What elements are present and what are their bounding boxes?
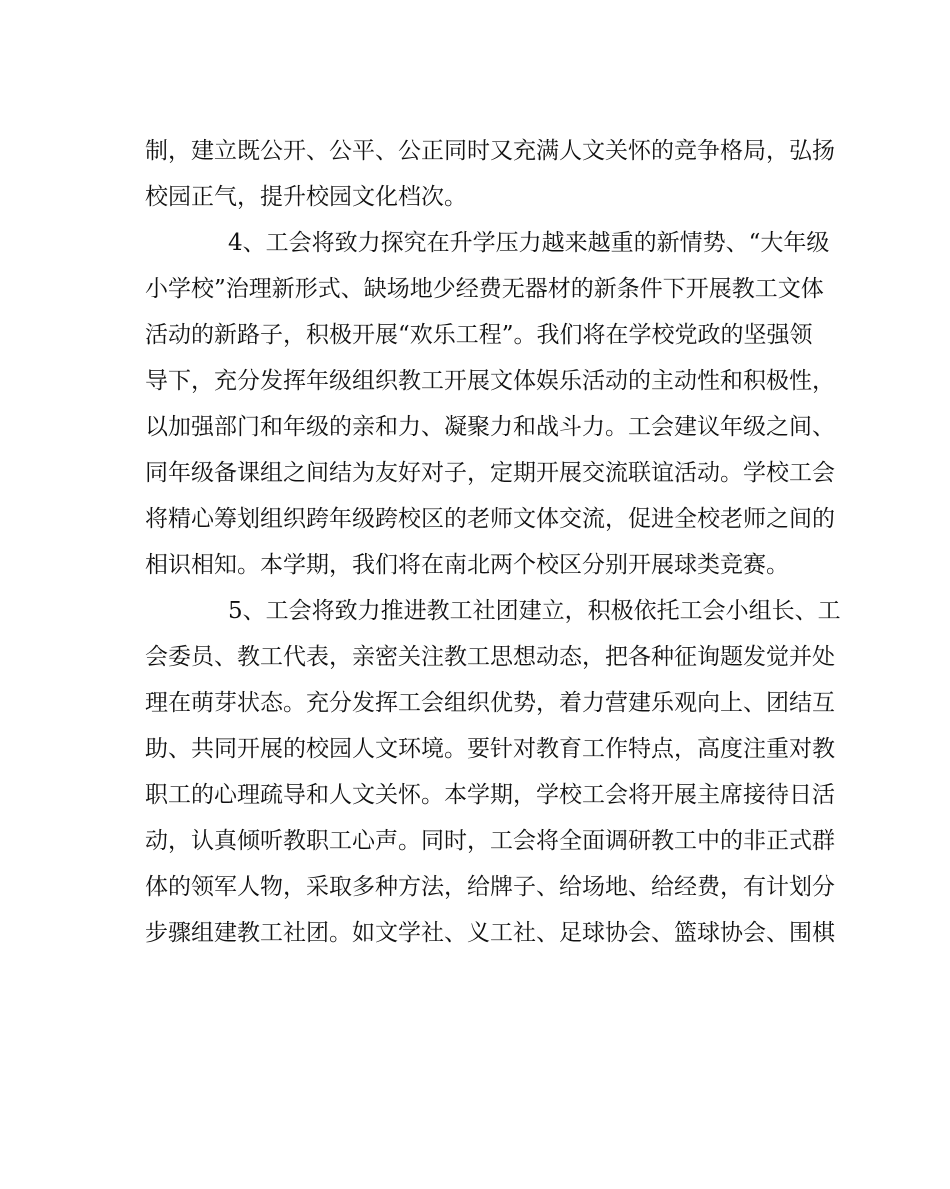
- text-line: 理在萌芽状态。充分发挥工会组织优势，着力营建乐观向上、团结互: [145, 690, 835, 716]
- paragraph-4-start: 4、工会将致力探究在升学压力越来越重的新情势、“大年级: [228, 230, 830, 256]
- text-line: 相识相知。本学期，我们将在南北两个校区分别开展球类竞赛。: [145, 552, 789, 578]
- text-line: 体的领军人物，采取多种方法，给牌子、给场地、给经费，有计划分: [145, 874, 835, 900]
- text-line: 同年级备课组之间结为友好对子，定期开展交流联谊活动。学校工会: [145, 460, 835, 486]
- text-line: 将精心筹划组织跨年级跨校区的老师文体交流，促进全校老师之间的: [145, 506, 835, 532]
- text-line: 以加强部门和年级的亲和力、凝聚力和战斗力。工会建议年级之间、: [145, 414, 835, 440]
- paragraph-5-start: 5、工会将致力推进教工社团建立，积极依托工会小组长、工: [228, 598, 841, 624]
- text-line: 会委员、教工代表，亲密关注教工思想动态，把各种征询题发觉并处: [145, 644, 835, 670]
- text-line: 导下，充分发挥年级组织教工开展文体娱乐活动的主动性和积极性，: [145, 368, 835, 394]
- text-line: 校园正气，提升校园文化档次。: [145, 184, 467, 210]
- text-line: 制，建立既公开、公平、公正同时又充满人文关怀的竞争格局，弘扬: [145, 138, 835, 164]
- text-line: 活动的新路子，积极开展“欢乐工程”。我们将在学校党政的坚强领: [145, 322, 813, 348]
- text-line: 小学校”治理新形式、缺场地少经费无器材的新条件下开展教工文体: [145, 276, 824, 302]
- text-line: 助、共同开展的校园人文环境。要针对教育工作特点，高度注重对教: [145, 736, 835, 762]
- text-line: 职工的心理疏导和人文关怀。本学期，学校工会将开展主席接待日活: [145, 782, 835, 808]
- text-line: 步骤组建教工社团。如文学社、义工社、足球协会、篮球协会、围棋: [145, 920, 835, 946]
- text-line: 动，认真倾听教职工心声。同时，工会将全面调研教工中的非正式群: [145, 828, 835, 854]
